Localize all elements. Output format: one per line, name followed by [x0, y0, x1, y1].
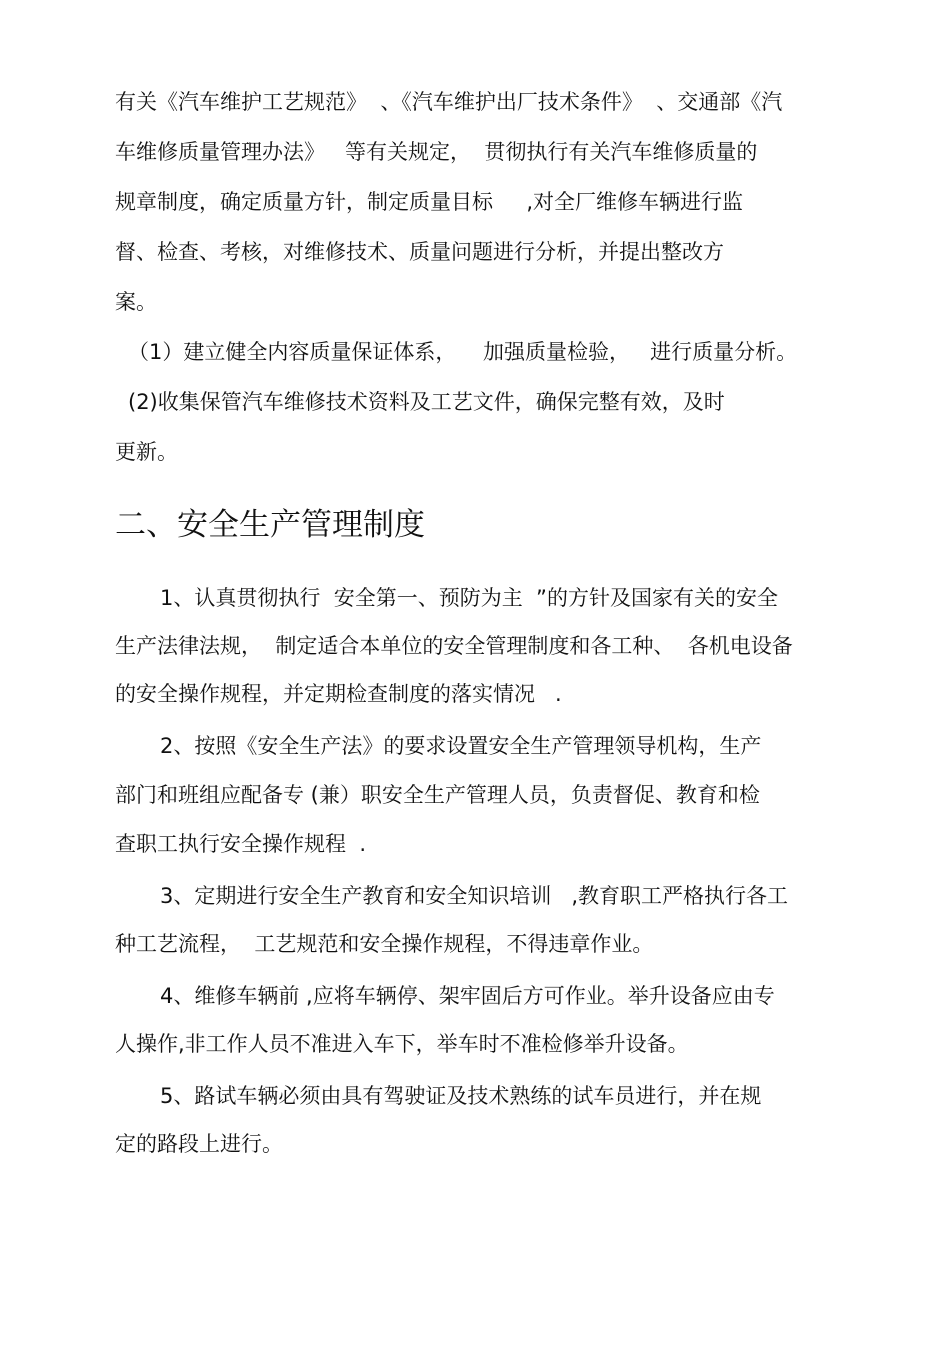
text-line: 督、检查、考核，对维修技术、质量问题进行分析，并提出整改方 [115, 240, 724, 264]
text-line: 的安全操作规程，并定期检查制度的落实情况 . [115, 682, 562, 706]
text-line: 生产法律法规， 制定适合本单位的安全管理制度和各工种、 各机电设备 [115, 634, 793, 658]
text-line: 查职工执行安全操作规程 . [115, 832, 367, 856]
text-line: 2、按照《安全生产法》的要求设置安全生产管理领导机构，生产 [160, 734, 762, 758]
text-line: 定的路段上进行。 [115, 1132, 283, 1156]
text-line: 1、认真贯彻执行 安全第一、预防为主 ”的方针及国家有关的安全 [160, 586, 778, 610]
text-line: 5、路试车辆必须由具有驾驶证及技术熟练的试车员进行，并在规 [160, 1084, 762, 1108]
text-line: 案。 [115, 290, 157, 314]
text-line: 有关《汽车维护工艺规范》 、《汽车维护出厂技术条件》 、交通部《汽 [115, 90, 783, 114]
text-line: 种工艺流程， 工艺规范和安全操作规程，不得违章作业。 [115, 932, 654, 956]
text-line: 人操作,非工作人员不准进入车下，举车时不准检修举升设备。 [115, 1032, 689, 1056]
text-line: (2)收集保管汽车维修技术资料及工艺文件，确保完整有效，及时 [128, 390, 725, 414]
text-line: 3、定期进行安全生产教育和安全知识培训 ,教育职工严格执行各工 [160, 884, 789, 908]
text-line: （1）建立健全内容质量保证体系， 加强质量检验， 进行质量分析。 [128, 340, 798, 364]
section-heading: 二、安全生产管理制度 [115, 507, 425, 543]
text-line: 部门和班组应配备专 (兼）职安全生产管理人员，负责督促、教育和检 [115, 783, 760, 807]
text-line: 规章制度，确定质量方针，制定质量目标 ,对全厂维修车辆进行监 [115, 190, 744, 214]
text-line: 车维修质量管理办法》 等有关规定， 贯彻执行有关汽车维修质量的 [115, 140, 758, 164]
text-line: 更新。 [115, 440, 178, 464]
text-line: 4、维修车辆前 ,应将车辆停、架牢固后方可作业。举升设备应由专 [160, 984, 775, 1008]
